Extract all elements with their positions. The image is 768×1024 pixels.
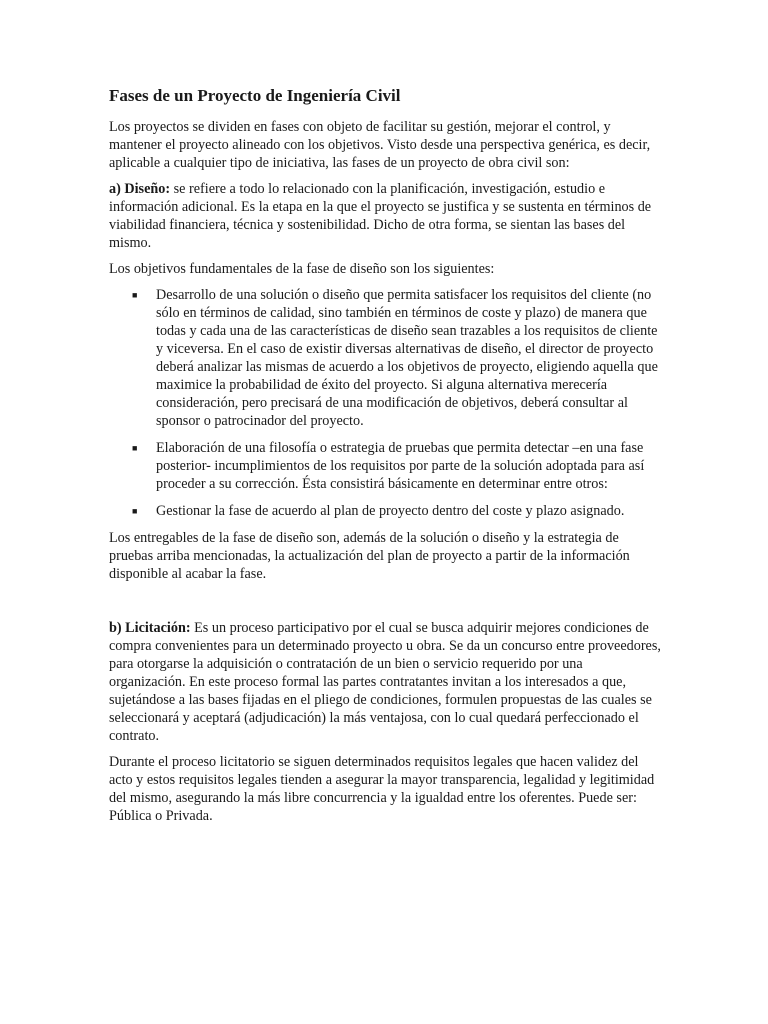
tender-text: Es un proceso participativo por el cual se busca adquirir mejores condiciones de compra convenientes para un determinado proyecto u obra. Se da un concurso entre proveedores, para otorgarse la adquisición o contratación de un bien o servicio requerido por una organización. En este proceso formal las partes contratantes invitan a los interesados a que, sujetándose a las bases fijadas en el pliego de condiciones, formulen propuestas de las cuales se seleccionará y aceptará (adjudicación) la más ventajosa, con lo cual quedará perfeccionado el contrato. xyxy=(109,620,661,744)
objectives-intro: Los objetivos fundamentales de la fase de diseño son los siguientes: xyxy=(109,261,495,277)
intro-paragraph: Los proyectos se dividen en fases con objeto de facilitar su gestión, mejorar el control, y mantener el proyecto alineado con los objetivos. Visto desde una perspectiva genérica, es decir, aplicable a cualquier tipo de iniciativa, las fases de un proyecto de obra civil son: xyxy=(109,119,651,171)
tender-paragraph xyxy=(109,619,661,745)
list-item-text: Desarrollo de una solución o diseño que permita satisfacer los requisitos del cliente (no sólo en términos de calidad, sino también en términos de coste y plazo) de manera que todas y cada una de las características de diseño sean trazables a los requisitos de cliente y viceversa. En el caso de existir diversas alternativas de diseño, el director de proyecto deberá analizar las mismas de acuerdo a los objetivos de proyecto, eligiendo aquella que maximice la probabilidad de éxito del proyecto. Si alguna alternativa merecería consideración, pero precisará de una modificación de objetivos, deberá consultar al sponsor o patrocinador del proyecto. xyxy=(156,287,658,429)
list-item xyxy=(109,502,661,520)
document-title: Fases de un Proyecto de Ingeniería Civil xyxy=(109,86,401,105)
bullet-icon: ■ xyxy=(132,443,138,453)
list-item-text: Gestionar la fase de acuerdo al plan de proyecto dentro del coste y plazo asignado. xyxy=(156,503,625,519)
list-item-text: Elaboración de una filosofía o estrategia de pruebas que permita detectar –en una fase posterior- incumplimientos de los requisitos por parte de la solución adoptada para así proceder a su corrección. Ésta consistirá básicamente en determinar entre otros: xyxy=(156,440,645,492)
tender-process-paragraph: Durante el proceso licitatorio se siguen determinados requisitos legales que hacen validez del acto y estos requisitos legales tienden a asegurar la mayor transparencia, legalidad y legitimidad del mismo, asegurando la más libre concurrencia y la igualdad entre los oferentes. Puede ser: Pública o Privada. xyxy=(109,754,655,824)
bullet-icon: ■ xyxy=(132,506,138,516)
tender-label: b) Licitación: xyxy=(109,620,191,636)
section-spacer xyxy=(109,591,661,619)
objectives-list xyxy=(109,286,661,520)
document-page xyxy=(109,86,661,833)
deliverables-paragraph: Los entregables de la fase de diseño son, además de la solución o diseño y la estrategia de pruebas arriba mencionadas, la actualización del plan de proyecto a partir de la información disponible al acabar la fase. xyxy=(109,530,630,582)
list-item xyxy=(109,439,661,493)
design-text: se refiere a todo lo relacionado con la planificación, investigación, estudio e información adicional. Es la etapa en la que el proyecto se justifica y se sustenta en términos de viabilidad financiera, técnica y sostenibilidad. Dicho de otra forma, se sientan las bases del mismo. xyxy=(109,181,652,251)
list-item xyxy=(109,286,661,430)
design-paragraph xyxy=(109,180,661,252)
design-label: a) Diseño: xyxy=(109,181,171,197)
bullet-icon: ■ xyxy=(132,290,138,300)
